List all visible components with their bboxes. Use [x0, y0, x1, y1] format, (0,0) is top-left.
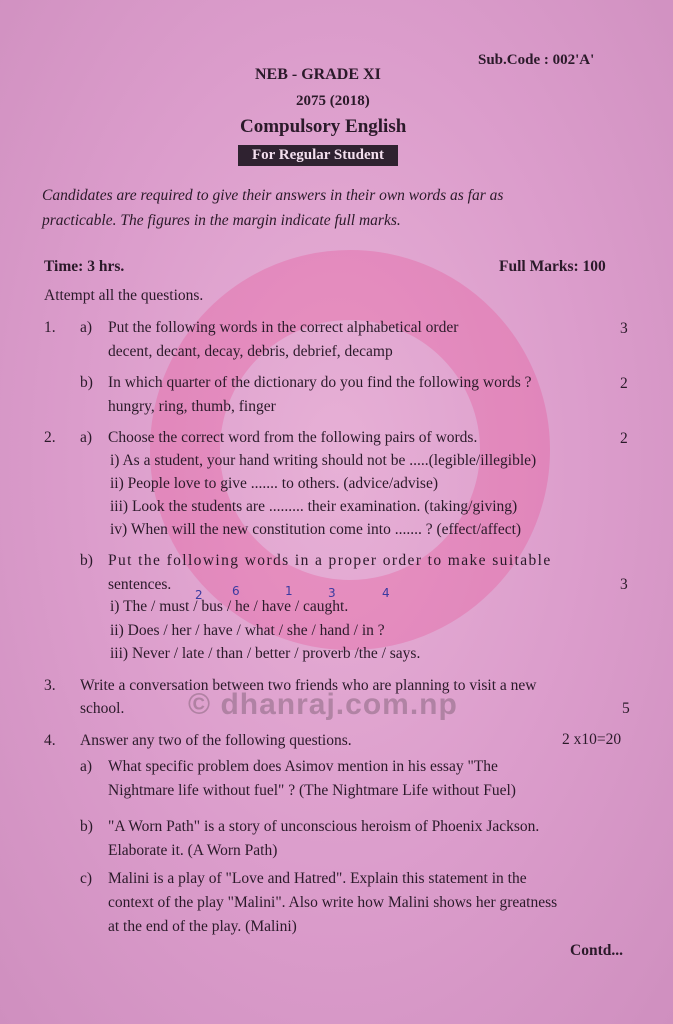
question-text-cont: context of the play "Malini". Also write how Malini shows her greatness: [108, 894, 558, 911]
sub-question-label: a): [80, 758, 93, 775]
question-item: i) As a student, your hand writing should not be .....(legible/illegible): [110, 452, 537, 469]
sub-question-label: a): [80, 429, 93, 446]
question-text-cont: Elaborate it. (A Worn Path): [108, 842, 278, 859]
instruction-line-2: practicable. The figures in the margin indicate full marks.: [42, 212, 401, 229]
question-text: What specific problem does Asimov mention in his essay "The: [108, 758, 498, 775]
watermark-text: © dhanraj.com.np: [188, 688, 458, 721]
sub-question-label: b): [80, 552, 93, 569]
time-allowed: Time: 3 hrs.: [44, 258, 125, 275]
question-text: Malini is a play of "Love and Hatred". Explain this statement in the: [108, 870, 527, 887]
handwritten-number: 3: [328, 586, 336, 600]
question-item: i) The / must / bus / he / have / caught.: [110, 598, 349, 615]
question-number: 4.: [44, 732, 56, 749]
question-words: hungry, ring, thumb, finger: [108, 398, 276, 415]
question-item: ii) Does / her / have / what / she / hand / in ?: [110, 622, 385, 639]
question-item: iii) Never / late / than / better / proverb /the / says.: [110, 645, 421, 662]
question-words: decent, decant, decay, debris, debrief, decamp: [108, 343, 393, 360]
watermark-logo: [150, 250, 550, 650]
question-item: ii) People love to give ....... to others. (advice/advise): [110, 475, 438, 492]
marks: 5: [622, 700, 630, 717]
instruction-line-1: Candidates are required to give their answers in their own words as far as: [42, 187, 504, 204]
question-text: In which quarter of the dictionary do you find the following words ?: [108, 374, 532, 391]
handwritten-number: 2: [195, 588, 203, 602]
question-text: Put the following words in the correct alphabetical order: [108, 319, 459, 336]
handwritten-number: 1: [285, 584, 293, 598]
handwritten-number: 6: [232, 584, 240, 598]
question-item: iii) Look the students are ......... their examination. (taking/giving): [110, 498, 518, 515]
question-item: iv) When will the new constitution come into ....... ? (effect/affect): [110, 521, 522, 538]
question-text: Answer any two of the following questions.: [80, 732, 352, 749]
question-text-cont: Nightmare life without fuel" ? (The Nightmare Life without Fuel): [108, 782, 516, 799]
question-text: "A Worn Path" is a story of unconscious heroism of Phoenix Jackson.: [108, 818, 540, 835]
sub-question-label: a): [80, 319, 93, 336]
exam-year: 2075 (2018): [296, 93, 370, 109]
student-type-badge: For Regular Student: [238, 145, 398, 166]
question-text: Put the following words in a proper order to make suitable: [108, 552, 552, 569]
question-number: 1.: [44, 319, 56, 336]
sub-question-label: c): [80, 870, 93, 887]
full-marks: Full Marks: 100: [499, 258, 606, 275]
sub-question-label: b): [80, 374, 93, 391]
question-text: Choose the correct word from the following pairs of words.: [108, 429, 478, 446]
handwritten-number: 4: [382, 586, 390, 600]
marks: 2: [620, 375, 628, 392]
marks: 3: [620, 576, 628, 593]
continued-label: Contd...: [570, 942, 623, 959]
question-text-cont: sentences.: [108, 576, 172, 593]
sub-question-label: b): [80, 818, 93, 835]
question-text-cont: school.: [80, 700, 125, 717]
question-text-cont: at the end of the play. (Malini): [108, 918, 297, 935]
marks: 3: [620, 320, 628, 337]
subject-code: Sub.Code : 002'A': [478, 52, 595, 68]
attempt-instruction: Attempt all the questions.: [44, 287, 204, 304]
question-text: Write a conversation between two friends who are planning to visit a new: [80, 677, 537, 694]
marks: 2: [620, 430, 628, 447]
subject-title: Compulsory English: [240, 116, 407, 137]
question-number: 2.: [44, 429, 56, 446]
question-number: 3.: [44, 677, 56, 694]
exam-grade: NEB - GRADE XI: [255, 66, 381, 83]
marks: 2 x10=20: [562, 731, 622, 748]
